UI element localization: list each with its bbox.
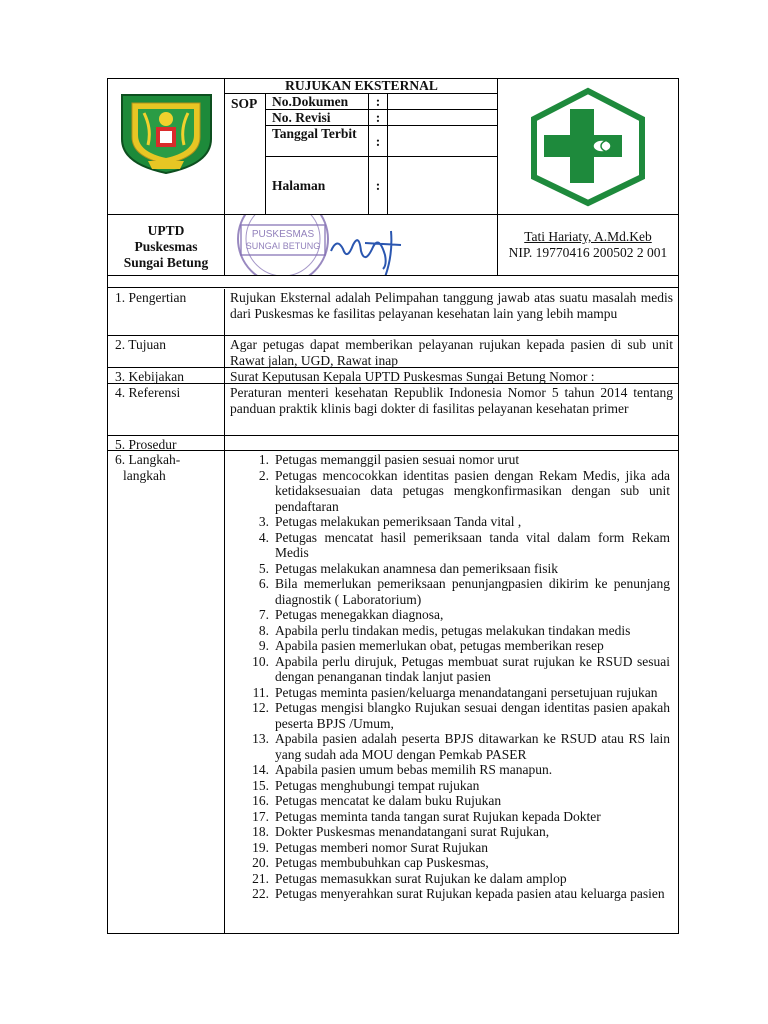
step-text: Apabila pasien umum bebas memilih RS manapun. [275,762,553,777]
step-number: 11. [252,684,269,700]
row-tanggal-terbit [266,126,498,157]
section-label: 3. Kebijakan [108,368,225,383]
signer-name: Tati Hariaty, A.Md.Keb [524,229,652,244]
svg-text:PUSKESMAS: PUSKESMAS [251,229,315,240]
step-item [228,762,670,778]
sop-label: SOP [225,94,266,215]
step-number: 3. [258,514,269,529]
section-label: 5. Prosedur [108,436,225,450]
step-text: Dokter Puskesmas menandatangani surat Rujukan, [275,824,550,839]
step-text: Petugas mencatat ke dalam buku Rujukan [275,793,502,808]
step-text: Bila memerlukan pemeriksaan penunjangpasien dikirim ke penunjang diagnostik ( Laboratorium) [275,576,670,607]
step-item [228,468,670,515]
step-number: 9. [258,638,269,653]
row-colon: : [369,94,388,109]
step-item [228,654,670,685]
step-text: Petugas meminta tanda tangan surat Rujukan kepada Dokter [275,808,601,824]
step-number: 6. [258,576,269,591]
step-item [228,855,670,871]
step-text: Petugas membubuhkan cap Puskesmas, [275,855,489,870]
step-item [228,452,670,468]
step-item [228,607,670,623]
section-text: Surat Keputusan Kepala UPTD Puskesmas Sungai Betung Nomor : [230,369,595,384]
step-text: Petugas memasukkan surat Rujukan ke dalam amplop [275,870,567,886]
step-number: 13. [252,731,269,746]
row-no-revisi [266,110,498,126]
step-number: 17. [252,808,269,824]
row-label: No.Dokumen [266,94,369,109]
section-label: 2. Tujuan [108,336,225,367]
step-text: Petugas menyerahkan surat Rujukan kepada pasien atau keluarga pasien [275,886,665,901]
step-item [228,530,670,561]
stamp-signature-cell [225,215,498,275]
step-item [228,731,670,762]
step-item [228,700,670,731]
section-text: Peraturan menteri kesehatan Republik Indonesia Nomor 5 tahun 2014 tentang panduan praktik klinis bagi dokter di fasilitas pelayanan kesehatan primer [230,385,673,416]
official-stamp-icon [225,215,498,275]
org-line: Sungai Betung [123,255,209,270]
step-number: 22. [252,886,269,901]
step-item [228,840,670,856]
logo-cell [108,79,225,215]
step-number: 12. [252,700,269,715]
sop-document [107,78,679,934]
step-text: Apabila pasien memerlukan obat, petugas memberikan resep [275,638,604,653]
step-number: 21. [252,870,269,886]
row-label: Halaman [266,157,369,215]
org-line: UPTD [147,223,185,238]
row-label: Tanggal Terbit [266,126,369,156]
step-text: Petugas melakukan pemeriksaan Tanda vital , [275,514,522,529]
steps-list [228,452,670,902]
section-label: 1. Pengertian [108,289,225,335]
section-label: 4. Referensi [108,384,225,435]
step-text: Apabila pasien adalah peserta BPJS ditawarkan ke RSUD atau RS lain yang sudah ada MOU dengan Pemkab PASER [275,731,670,762]
section-prosedur [108,436,678,451]
step-item [228,638,670,654]
section-tujuan [108,336,678,368]
step-text: Apabila perlu dirujuk, Petugas membuat surat rujukan ke RSUD sesuai dengan penanganan tindak lanjut pasien [275,653,670,684]
organization-name [108,215,225,275]
step-number: 8. [258,622,269,638]
step-number: 2. [258,467,269,483]
step-text: Petugas menghubungi tempat rujukan [275,777,480,793]
step-item [228,809,670,825]
signer-nip: NIP. 19770416 200502 2 001 [508,245,668,260]
step-number: 7. [258,607,269,622]
svg-text:SUNGAI BETUNG: SUNGAI BETUNG [245,241,321,251]
section-label-line: langkah [123,467,166,483]
row-label: No. Revisi [266,110,369,125]
document-info-cell [225,79,498,215]
header-spacer-row [108,275,678,288]
step-item [228,514,670,530]
section-text: Agar petugas dapat memberikan pelayanan rujukan kepada pasien di sub unit Rawat jalan, UGD, Rawat inap [230,337,673,368]
section-pengertian [108,289,678,336]
step-text: Petugas menegakkan diagnosa, [275,607,444,622]
step-text: Petugas memberi nomor Surat Rujukan [275,839,488,855]
step-text: Petugas melakukan anamnesa dan pemeriksaan fisik [275,560,559,576]
document-title: RUJUKAN EKSTERNAL [225,79,498,94]
step-item [228,824,670,840]
step-number: 19. [252,839,269,855]
step-number: 18. [252,824,269,839]
step-item [228,576,670,607]
puskesmas-logo-cell [498,79,678,215]
step-text: Petugas memanggil pasien sesuai nomor urut [275,452,520,467]
section-langkah [108,451,678,933]
document-header [108,79,678,275]
step-item [228,793,670,809]
step-number: 14. [252,762,269,777]
row-colon: : [369,110,388,125]
step-number: 15. [252,777,269,793]
section-referensi [108,384,678,436]
step-text: Petugas mencatat hasil pemeriksaan tanda vital dalam form Rekam Medis [275,529,670,560]
step-text: Petugas mengisi blangko Rujukan sesuai dengan identitas pasien apakah peserta BPJS /Umum, [275,700,670,731]
step-number: 16. [252,793,269,808]
section-text [225,436,678,437]
row-colon: : [369,126,388,156]
row-no-dokumen [266,94,498,110]
org-line: Puskesmas [134,239,198,254]
row-colon: : [369,157,388,215]
row-halaman [266,157,498,215]
regional-emblem-icon [108,79,225,215]
section-kebijakan [108,368,678,384]
section-text: Rujukan Eksternal adalah Pelimpahan tanggung jawab atas suatu masalah medis dari Puskesmas ke fasilitas pelayanan kesehatan lain yang lebih mampu [230,290,673,321]
steps-container [225,451,678,902]
step-item [228,623,670,639]
puskesmas-cross-icon [498,79,678,215]
section-label [108,451,225,933]
step-item [228,561,670,577]
step-text: Petugas meminta pasien/keluarga menandatangani persetujuan rujukan [275,684,658,700]
signer-block [498,215,678,275]
step-text: Apabila perlu tindakan medis, petugas melakukan tindakan medis [275,622,631,638]
step-item [228,886,670,902]
step-number: 4. [258,529,269,545]
step-text: Petugas mencocokkan identitas pasien dengan Rekam Medis, jika ada ketidaksesuaian data petugas mengkonfirmasikan dengan sub unit pendaftaran [275,467,670,514]
step-number: 5. [258,560,269,576]
step-item [228,871,670,887]
step-number: 20. [252,855,269,870]
step-item [228,685,670,701]
step-number: 10. [252,653,269,669]
step-number: 1. [258,452,269,467]
step-item [228,778,670,794]
section-label-line: 6. Langkah- [115,452,181,467]
